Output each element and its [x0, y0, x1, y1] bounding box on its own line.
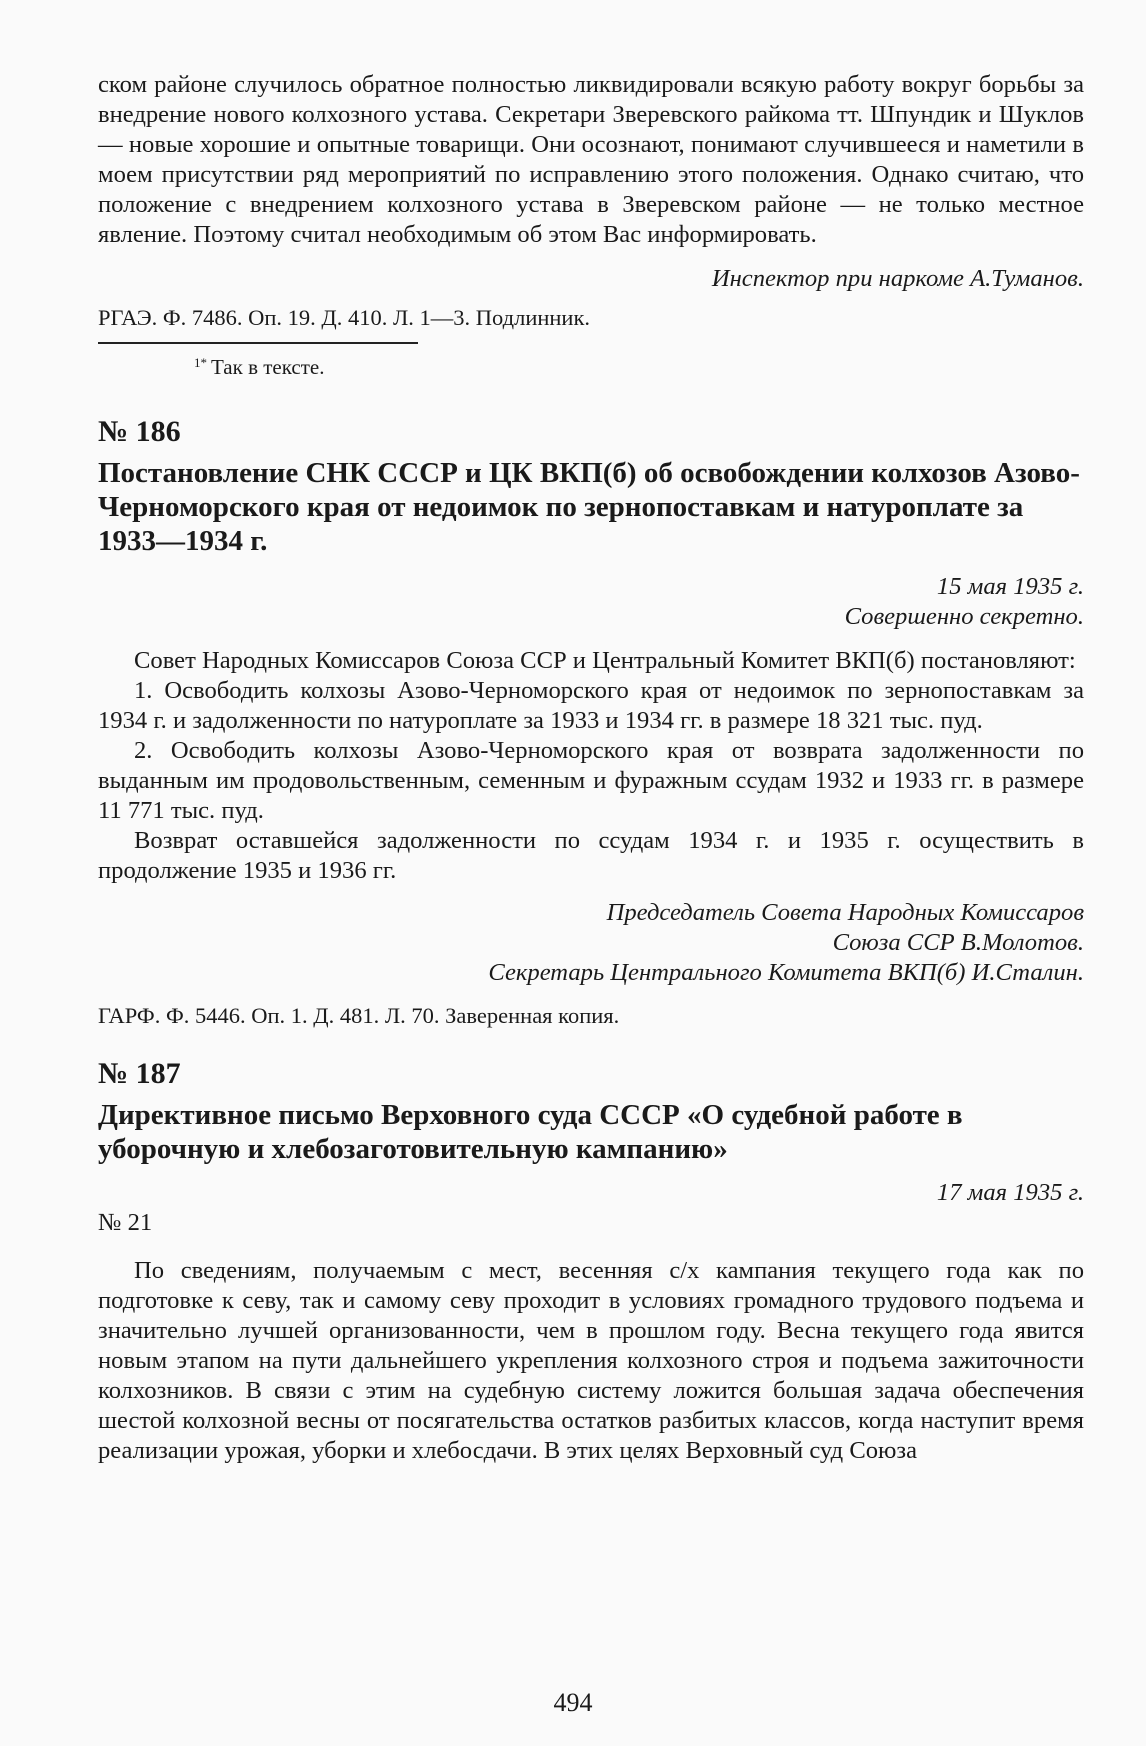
doc-186-signature-molotov: Союза ССР В.Молотов.	[832, 929, 1084, 956]
doc-187-body: По сведениям, получаемым с мест, весенняя с/х кампания текущего года как по подготовке к севу, так и самому севу проходит в условиях громадного трудового подъема и значительно лучшей организованности, чем в прошлом году. Весна текущего года явится новым этапом на пути дальнейшего укрепления колхозного строя и подъема зажиточности колхозников. В связи с этим на судебную систему ложится большая задача обеспечения шестой колхозной весны от посягательства остатков разбитых классов, когда наступит время реализации урожая, уборки и хлебосдачи. В этих целях Верховный суд Союза	[98, 1257, 1084, 1464]
inspector-signature: Инспектор при наркоме А.Туманов.	[711, 265, 1084, 292]
footnote	[194, 350, 1084, 380]
doc-186-item-2: 2. Освободить колхозы Азово-Черноморского края от возврата задолженности по выданным им продовольственным, семенным и фуражным ссудам 1932 и 1933 гг. в размере 11 771 тыс. пуд.	[98, 737, 1084, 824]
doc-187-date: 17 мая 1935 г.	[936, 1179, 1084, 1206]
footnote-text: Так в тексте.	[211, 355, 325, 379]
doc-186-secrecy: Совершенно секретно.	[844, 603, 1084, 630]
archive-source-2: ГАРФ. Ф. 5446. Оп. 1. Д. 481. Л. 70. Заверенная копия.	[98, 1003, 620, 1028]
intro-paragraph: ском районе случилось обратное полностью ликвидировали всякую работу вокруг борьбы за внедрение нового колхозного устава. Секретари Зверевского райкома тт. Шпундик и Шуклов — новые хорошие и опытные товарищи. Они осознают, понимают случившееся и наметили в моем присутствии ряд мероприятий по исправлению этого положения. Однако считаю, что положение с внедрением колхозного устава в Зверевском районе — не только местное явление. Поэтому считал необходимым об этом Вас информировать.	[98, 71, 1084, 248]
doc-186-signature-stalin: Секретарь Центрального Комитета ВКП(б) И.Сталин.	[488, 959, 1084, 986]
doc-186-preamble: Совет Народных Комиссаров Союза ССР и Центральный Комитет ВКП(б) постановляют:	[134, 647, 1076, 674]
doc-186-signature-molotov-title: Председатель Совета Народных Комиссаров	[606, 899, 1084, 926]
doc-186-item-1: 1. Освободить колхозы Азово-Черноморского края от недоимок по зернопоставкам за 1934 г. и задолженности по натуроплате за 1933 и 1934 гг. в размере 18 321 тыс. пуд.	[98, 677, 1084, 734]
doc-187-title: Директивное письмо Верховного суда СССР «О судебной работе в уборочную и хлебозаготовительную кампанию»	[98, 1099, 963, 1165]
footnote-rule	[98, 342, 418, 344]
footnote-mark: 1*	[194, 355, 207, 370]
page-number: 494	[553, 1688, 593, 1717]
archive-source-1: РГАЭ. Ф. 7486. Оп. 19. Д. 410. Л. 1—3. Подлинник.	[98, 305, 591, 330]
doc-186-item-3: Возврат оставшейся задолженности по ссудам 1934 г. и 1935 г. осуществить в продолжение 1935 и 1936 гг.	[98, 827, 1084, 884]
doc-186-number: № 186	[98, 415, 181, 448]
doc-186-date: 15 мая 1935 г.	[936, 573, 1084, 600]
doc-186-title: Постановление СНК СССР и ЦК ВКП(б) об освобождении колхозов Азово-Черноморского края от недоимок по зернопоставкам и натуроплате за 1933—1934 г.	[98, 457, 1080, 557]
doc-187-letter-number: № 21	[98, 1209, 153, 1236]
doc-187-number: № 187	[98, 1057, 181, 1090]
